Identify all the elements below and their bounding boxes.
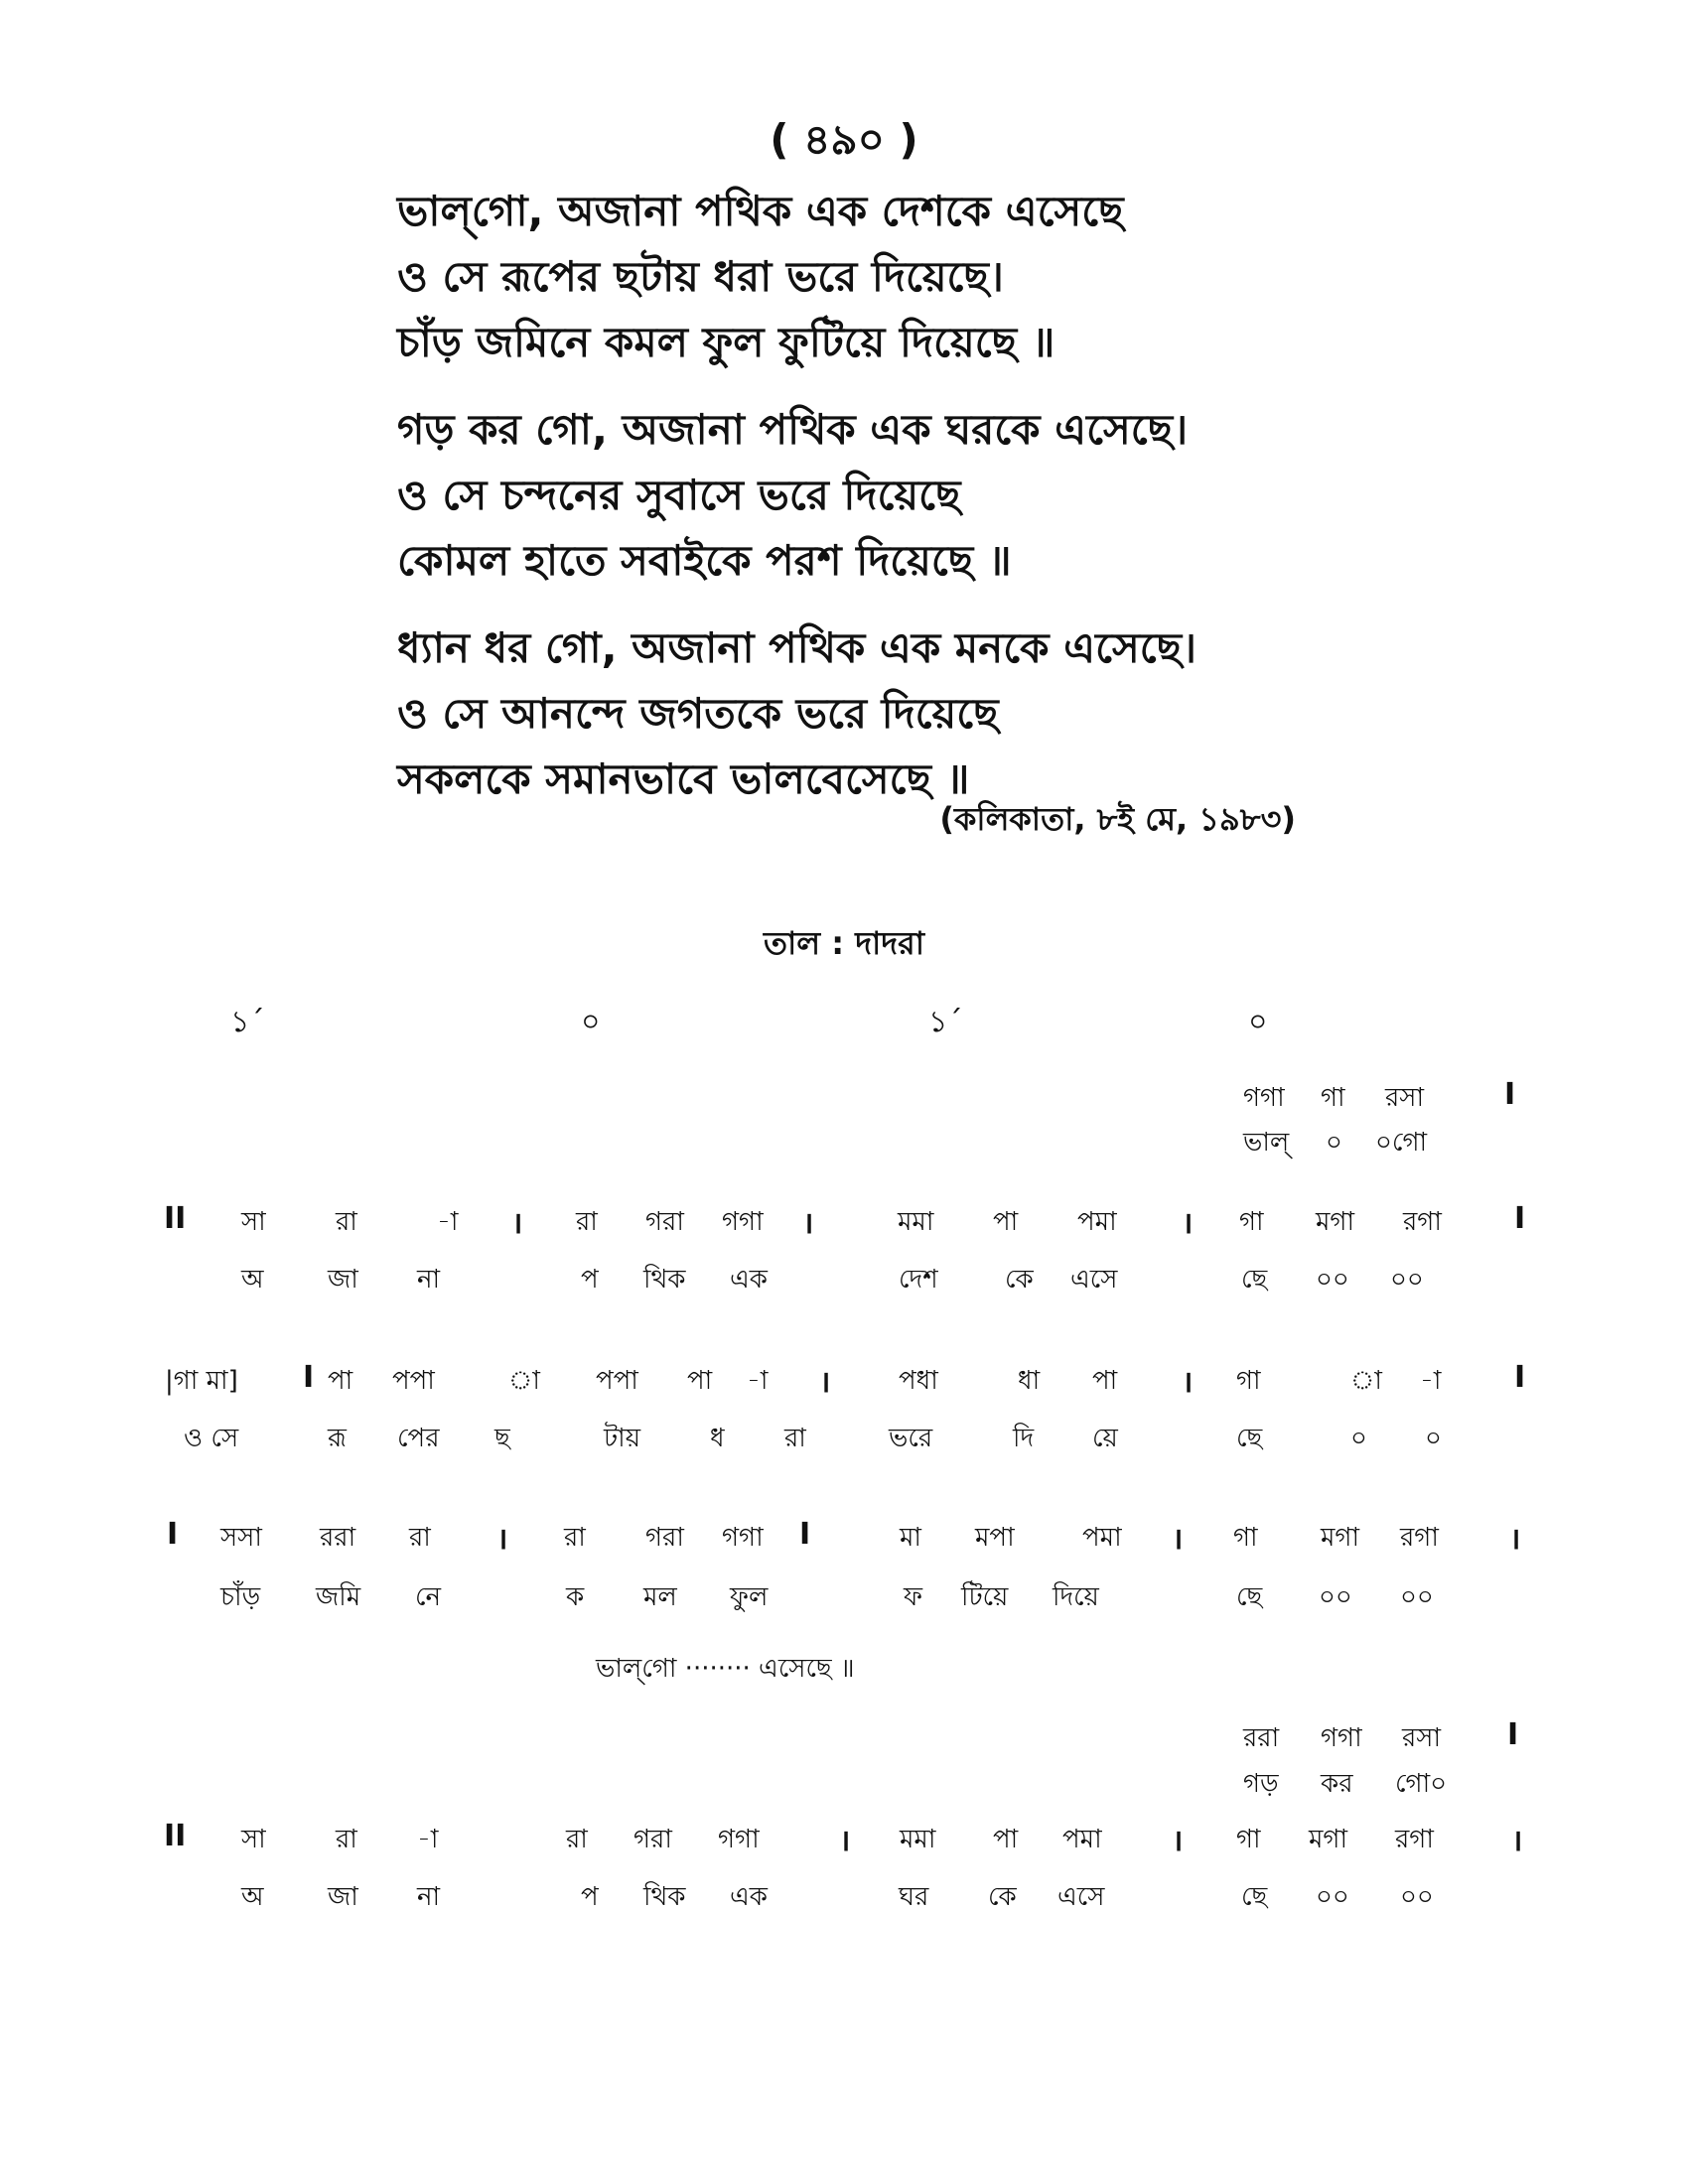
bar-line: I [303,1360,315,1395]
note: -া [417,1825,439,1854]
bar-line: । [802,1206,814,1241]
bar-line: । [1172,1522,1184,1557]
syllable: নে [415,1582,442,1612]
lyric-syllable-row [0,1876,1688,1926]
notation-pickup-row [0,1717,1688,1767]
syllable: ছে [1236,1424,1263,1453]
song-lyrics [397,179,1390,834]
lyric-line: ভাল্‌গো, অজানা পথিক এক দেশকে এসেছে [397,187,1124,235]
beat-mark: ০ [581,1005,601,1039]
syllable: রূ [328,1424,347,1453]
syllable: অ [241,1882,264,1912]
note: পমা [1062,1825,1102,1854]
note: গগা [1321,1723,1362,1753]
lyric-line: গড় কর গো, অজানা পথিক এক ঘরকে এসেছে। [397,405,1189,454]
syllable: রা [784,1424,806,1453]
syllable: টিয়ে [961,1582,1009,1612]
syllable: প [581,1882,599,1912]
bar-line: I [1507,1717,1519,1752]
note: রা [566,1825,588,1854]
bar-line: II [164,1819,187,1853]
note: -া [1420,1366,1442,1396]
syllable: ০০ [1390,1265,1424,1295]
syllable: এসে [1057,1882,1105,1912]
syllable: কে [988,1882,1017,1912]
bar-line: I [799,1517,811,1552]
syllable: ও সে [184,1424,239,1453]
note: পপা [596,1366,638,1396]
stanza-2 [397,397,1390,594]
syllable: প [581,1265,599,1295]
syllable: ০০ [1319,1582,1352,1612]
note: সা [241,1825,266,1854]
syllable: ঘর [899,1882,929,1912]
syllable: ভরে [889,1424,933,1453]
syllable: গো০ [1395,1769,1448,1799]
refrain-note: ভাল্‌গো ········ এসেছে ॥ [596,1654,855,1684]
note: মা [900,1523,921,1553]
bar-line: । [1182,1365,1194,1400]
lyric-line: ও সে চন্দনের সুবাসে ভরে দিয়েছে [397,471,961,519]
notation-row [0,1201,1688,1251]
note: গা [1236,1366,1261,1396]
syllable: গড় [1243,1769,1279,1799]
lyric-syllable-row [0,1259,1688,1308]
syllable: এসে [1070,1265,1118,1295]
syllable: এক [730,1265,768,1295]
note: রা [336,1825,357,1854]
syllable: ০ [1425,1424,1442,1453]
syllable: য়ে [1092,1424,1118,1453]
beat-mark: ১´ [928,1005,963,1039]
beat-mark: ১´ [230,1005,265,1039]
bar-line: । [819,1365,831,1400]
beat-mark: ০ [1248,1005,1268,1039]
notation-row [0,1517,1688,1567]
note: রগা [1403,1207,1442,1237]
note: গা [1321,1083,1345,1113]
note: রা [576,1207,598,1237]
note: -া [437,1207,459,1237]
note: ধা [1018,1366,1041,1396]
syllable: না [417,1882,441,1912]
syllable: জমি [316,1582,361,1612]
bar-line: । [511,1206,523,1241]
syllable: ০০ [1400,1882,1434,1912]
note: গা [1236,1825,1261,1854]
note: গা [1239,1207,1264,1237]
bar-line: I [1514,1201,1526,1236]
note: পমা [1077,1207,1117,1237]
notation-row [0,1819,1688,1868]
taal-title: তাল : দাদরা [764,924,924,962]
note: ররা [1243,1723,1280,1753]
note: া [1350,1366,1382,1396]
syllable: ছে [1241,1265,1268,1295]
lyric-line: ধ্যান ধর গো, অজানা পথিক এক মনকে এসেছে। [397,623,1197,672]
syllable: ভাল্‌ [1243,1128,1290,1158]
stanza-1 [397,179,1390,375]
syllable: ক [566,1582,585,1612]
note: রা [409,1523,431,1553]
syllable: কে [1005,1265,1034,1295]
lyric-line: ও সে আনন্দে জগতকে ভরে দিয়েছে [397,689,999,738]
note: পমা [1082,1523,1122,1553]
syllable: ০ [1326,1128,1342,1158]
bar-line: I [1514,1360,1526,1395]
syllable: ০০ [1316,1882,1349,1912]
syllable: অ [241,1265,264,1295]
bar-line: I [1504,1077,1516,1112]
syllable: ফুল [730,1582,769,1612]
syllable: দি [1013,1424,1035,1453]
lyric-syllable-row [0,1418,1688,1467]
syllable: ছে [1241,1882,1268,1912]
note: -া [747,1366,769,1396]
syllable: ফ [904,1582,923,1612]
syllable: পের [397,1424,440,1453]
note: রসা [1402,1723,1442,1753]
syllable: ০গো [1375,1128,1428,1158]
bar-line: । [496,1522,508,1557]
note: মমা [898,1207,934,1237]
note: গগা [722,1523,764,1553]
syllable: দিয়ে [1053,1582,1099,1612]
lyric-line: কোমল হাতে সবাইকে পরশ দিয়েছে ॥ [397,536,1012,585]
note: রা [336,1207,357,1237]
syllable: মল [643,1582,677,1612]
note: রা [564,1523,586,1553]
page-number: ( ৪৯০ ) [770,115,918,164]
place-date: (কলিকাতা, ৮ই মে, ১৯৮৩) [939,800,1296,838]
syllable: ০০ [1400,1582,1434,1612]
notation-row [0,1360,1688,1410]
note: পা [687,1366,713,1396]
bar-line: । [1509,1522,1521,1557]
syllable: ধ [710,1424,725,1453]
lyric-line: চাঁড় জমিনে কমল ফুল ফুটিয়ে দিয়েছে ॥ [397,318,1055,366]
note: রগা [1395,1825,1434,1854]
syllable: ০ [1350,1424,1367,1453]
note: পা [993,1825,1019,1854]
notation-pickup-row [0,1077,1688,1127]
syllable: চাঁড় [220,1582,261,1612]
note: রগা [1400,1523,1439,1553]
note: গগা [718,1825,760,1854]
note: গগা [1243,1083,1285,1113]
note: মমা [900,1825,936,1854]
syllable: না [417,1265,441,1295]
syllable: দেশ [899,1265,938,1295]
bar-line: । [839,1824,851,1858]
bar-line: I [167,1517,179,1552]
note: গরা [645,1207,684,1237]
syllable: জা [328,1265,358,1295]
syllable: ছে [1236,1582,1263,1612]
bar-line: । [1182,1206,1194,1241]
lyric-syllable-row [0,1763,1688,1813]
note: ররা [320,1523,356,1553]
syllable: কর [1321,1769,1353,1799]
syllable: থিক [643,1882,686,1912]
bar-line: । [1511,1824,1523,1858]
note: গরা [633,1825,672,1854]
note: মগা [1321,1523,1360,1553]
bar-line: II [164,1201,187,1236]
note: মগা [1309,1825,1348,1854]
syllable: ছ [494,1424,510,1453]
lyric-line: সকলকে সমানভাবে ভালবেসেছে ॥ [397,754,970,803]
note: গা [1233,1523,1258,1553]
note: পা [993,1207,1019,1237]
note: পা [1092,1366,1118,1396]
note: পপা [392,1366,435,1396]
syllable: এক [730,1882,768,1912]
lyric-line: ও সে রূপের ছটায় ধরা ভরে দিয়েছে। [397,252,1004,301]
syllable: ০০ [1316,1265,1349,1295]
note: পা [328,1366,353,1396]
note: া [508,1366,540,1396]
note: মপা [975,1523,1015,1553]
note: গগা [722,1207,764,1237]
note: গরা [645,1523,684,1553]
bar-line: । [1172,1824,1184,1858]
note: সসা [220,1523,262,1553]
syllable: থিক [643,1265,686,1295]
syllable: টায় [604,1424,641,1453]
lyric-syllable-row [0,1576,1688,1626]
note: পধা [899,1366,938,1396]
stanza-3 [397,615,1390,812]
note: রসা [1385,1083,1425,1113]
note: সা [241,1207,266,1237]
note: মগা [1316,1207,1355,1237]
note: |গা মা] [165,1366,238,1396]
syllable: জা [328,1882,358,1912]
lyric-syllable-row [0,1122,1688,1171]
